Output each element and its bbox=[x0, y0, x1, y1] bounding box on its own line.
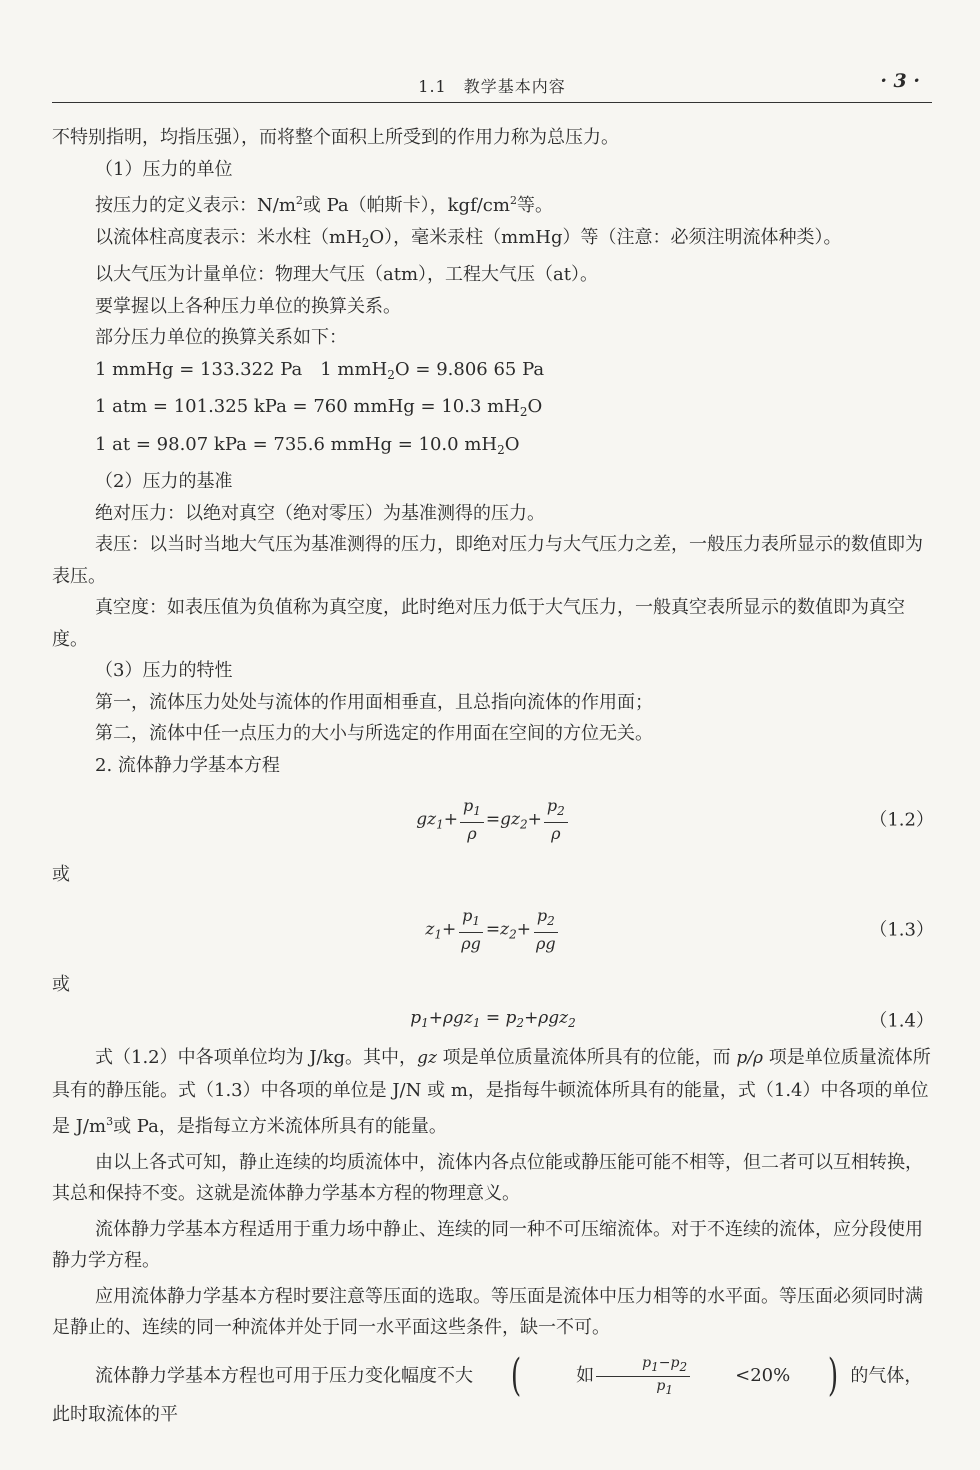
paragraph: 式（1.2）中各项单位均为 J/kg。其中，gz 项是单位质量流体所具有的位能，而 p/ρ 项是单位质量流体所具有的静压能。式（1.3）中各项的单位是 J/N 或 m，是指每牛顿流体所具有的能量，式（1.4）中各项的单位是 $J/m^3$或 Pa，是指每立方米流体所具有的能量。 bbox=[52, 1047, 931, 1137]
equation-1-4: $p_1+\rho gz_1 = p_2+\rho gz_2$ （1.4） bbox=[52, 1000, 934, 1042]
conversion-line: 1 atm = 101.325 kPa = 760 mmHg = 10.3 $mH_2O$ bbox=[95, 396, 543, 419]
page-number: · 3 · bbox=[880, 70, 920, 92]
equation-1-2: $gz_1+$ $\frac{p_1}{\rho}$ $=gz_2+$ $\frac{p_2}{\rho}$ （1.2） bbox=[416, 796, 934, 843]
or-text: 或 bbox=[52, 973, 70, 995]
paragraph: 由以上各式可知，静止连续的均质流体中，流体内各点位能或静压能可能不相等，但二者可以互相转换，其总和保持不变。这就是流体静力学基本方程的物理意义。 bbox=[52, 1151, 923, 1204]
text-line: 第二，流体中任一点压力的大小与所选定的作用面在空间的方位无关。 bbox=[95, 723, 653, 744]
conversion-line: 1 at = 98.07 kPa = 735.6 mmHg = 10.0 $mH_2O$ bbox=[95, 433, 520, 457]
conversion-line: 1 mmHg = 133.322 Pa 1 mmH$_2$O = 9.806 65 Pa bbox=[95, 358, 545, 382]
text-line: 第一，流体压力处处与流体的作用面相垂直，且总指向流体的作用面； bbox=[95, 691, 653, 713]
paragraph: 应用流体静力学基本方程时要注意等压面的选取。等压面是流体中压力相等的水平面。等压面必须同时满足静止的、连续的同一种流体并处于同一水平面这些条件，缺一不可。 bbox=[52, 1285, 923, 1338]
text-line: 以流体柱高度表示：米水柱$(mH_2O)$，毫米汞柱（mmHg）等（注意：必须注明流体种类）。 bbox=[95, 226, 842, 250]
section-heading: （2）压力的基准 bbox=[95, 471, 233, 492]
equation-1-3: $z_1+$ $\frac{p_1}{\rho g}$ $=z_2+$ $\frac{p_2}{\rho g}$ （1.3） bbox=[425, 905, 934, 953]
paragraph: 真空度：如表压值为负值称为真空度，此时绝对压力低于大气压力，一般真空表所显示的数值即为真空度。 bbox=[52, 597, 905, 650]
equation-number: （1.3） bbox=[869, 918, 934, 940]
equation-number: （1.4） bbox=[869, 1010, 934, 1032]
paragraph: 表压：以当时当地大气压为基准测得的压力，即绝对压力与大气压力之差，一般压力表所显示的数值即为表压。 bbox=[52, 534, 923, 587]
section-heading: （3）压力的特性 bbox=[95, 660, 233, 681]
text-line: 要掌握以上各种压力单位的换算关系。 bbox=[95, 295, 401, 317]
header-title: 1.1 教学基本内容 bbox=[418, 77, 566, 96]
text-line: 以大气压为计量单位：物理大气压（atm），工程大气压（at）。 bbox=[95, 264, 598, 285]
paragraph: 流体静力学基本方程也可用于压力变化幅度不大 ( 如 $\frac{p1-p2}{p1}$ <20% ) 的气体，此时取流体的平 bbox=[52, 1350, 923, 1425]
paragraph: 流体静力学基本方程适用于重力场中静止、连续的同一种不可压缩流体。对于不连续的流体，应分段使用静力学方程。 bbox=[52, 1218, 923, 1271]
section-heading: （1）压力的单位 bbox=[95, 158, 233, 180]
text-line: 按压力的定义表示：$N/m^2$或 Pa（帕斯卡），kgf/$cm^2$等。 bbox=[95, 194, 553, 216]
text-line: 绝对压力：以绝对真空（绝对零压）为基准测得的压力。 bbox=[95, 502, 545, 524]
running-header bbox=[52, 70, 932, 103]
equation-number: （1.2） bbox=[869, 809, 934, 831]
or-text: 或 bbox=[52, 864, 70, 885]
text-line: 不特别指明，均指压强），而将整个面积上所受到的作用力称为总压力。 bbox=[52, 127, 619, 148]
text-line: 部分压力单位的换算关系如下： bbox=[95, 327, 347, 348]
body-text bbox=[52, 122, 934, 1430]
section-heading: 2. 流体静力学基本方程 bbox=[95, 754, 280, 776]
